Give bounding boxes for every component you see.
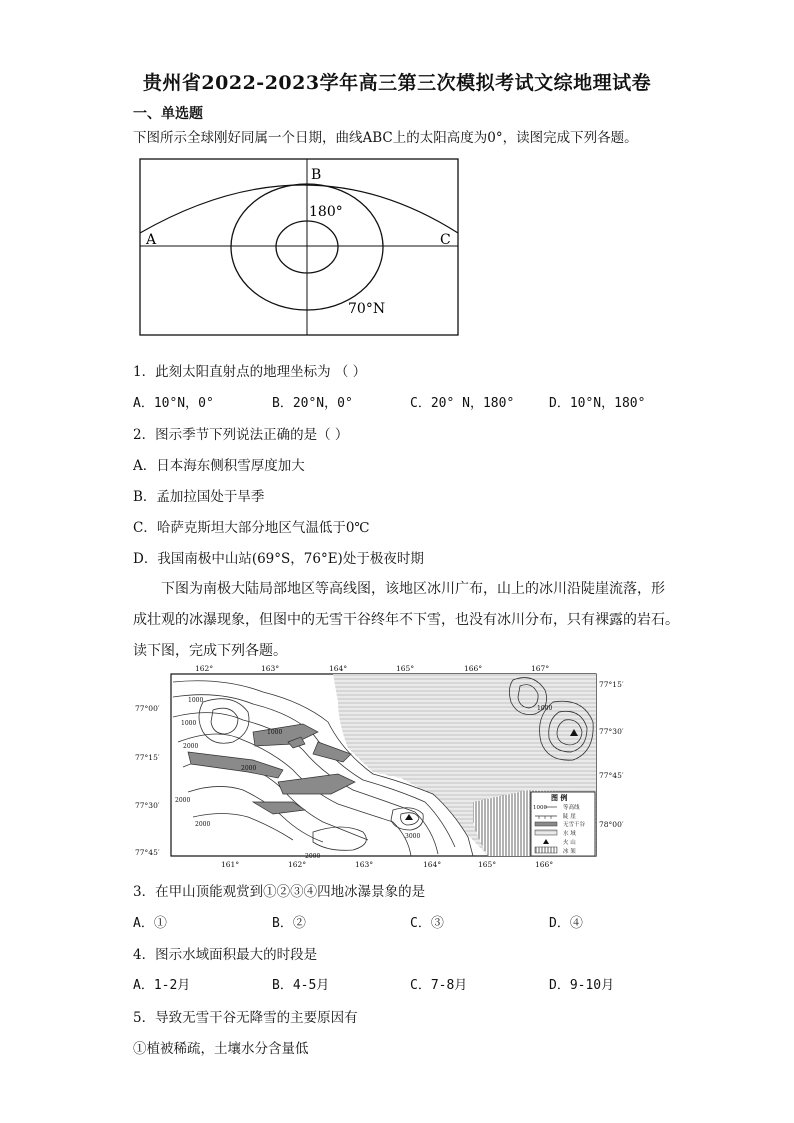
legend-item-cliff: 陡 崖 [563, 814, 576, 820]
legend-item-ice-shelf: 冰 架 [563, 849, 576, 855]
q1-option-b: B．20°N，0° [272, 396, 353, 411]
label-c: C [440, 232, 451, 248]
right-lat-1: 77°15′ [599, 680, 624, 689]
contour-label: 2000 [305, 853, 321, 860]
left-lat-4: 77°45′ [135, 848, 160, 857]
contour-label: 2000 [183, 743, 199, 750]
q1-option-a: A．10°N，0° [133, 396, 214, 411]
question-1-stem: 1．此刻太阳直射点的地理坐标为 （ ） [133, 364, 367, 380]
question-3-stem: 3．在甲山顶能观赏到①②③④四地冰瀑景象的是 [133, 884, 426, 900]
label-a: A [146, 232, 157, 248]
contour-label: 1000 [181, 720, 197, 727]
intro-text-2-line-3: 读下图，完成下列各题。 [133, 643, 287, 659]
q4-option-a: A．1-2月 [133, 978, 191, 993]
map-legend [531, 792, 595, 856]
label-180: 180° [309, 204, 343, 220]
q4-option-d: D．9-10月 [549, 978, 615, 993]
q4-option-b: B．4-5月 [272, 978, 330, 993]
contour-label: 2000 [175, 797, 191, 804]
contour-label: 1000 [188, 697, 204, 704]
legend-title: 图 例 [551, 793, 568, 802]
q2-option-a: A．日本海东侧积雪厚度加大 [133, 458, 305, 474]
legend-contour-sample: 1000 [533, 805, 547, 811]
right-lat-3: 77°45′ [599, 771, 624, 780]
section-heading: 一、单选题 [133, 106, 203, 122]
intro-text-1: 下图所示全球刚好同属一个日期，曲线ABC上的太阳高度为0°，读图完成下列各题。 [133, 130, 638, 146]
question-4-stem: 4．图示水域面积最大的时段是 [133, 947, 318, 963]
question-5-stem: 5．导致无雪干谷无降雪的主要原因有 [133, 1010, 358, 1026]
q3-option-c: C．③ [410, 916, 444, 931]
top-lon-1: 162° [195, 664, 214, 673]
q2-option-b: B．孟加拉国处于旱季 [133, 489, 265, 505]
right-lat-2: 77°30′ [599, 727, 624, 736]
contour-label: 2000 [241, 765, 257, 772]
page-title: 贵州省2022-2023学年高三第三次模拟考试文综地理试卷 [142, 72, 652, 94]
bottom-lon-5: 165° [478, 860, 497, 869]
q3-option-b: B．② [272, 916, 306, 931]
contour-label: 1000 [537, 705, 553, 712]
intro-text-2-line-2: 成壮观的冰瀑现象，但图中的无雪干谷终年不下雪，也没有冰川分布，只有裸露的岩石。 [133, 612, 679, 628]
q2-option-c: C．哈萨克斯坦大部分地区气温低于0℃ [133, 520, 370, 536]
legend-item-volcano: 火 山 [563, 840, 576, 846]
contour-label: 1000 [267, 729, 283, 736]
right-lat-4: 78°00′ [599, 820, 624, 829]
left-lat-3: 77°30′ [135, 801, 160, 810]
antarctic-contour-map [133, 662, 643, 872]
left-lat-1: 77°00′ [135, 704, 160, 713]
label-70n: 70°N [348, 301, 386, 317]
left-lat-2: 77°15′ [135, 753, 160, 762]
legend-item-dry-valley: 无雪干谷 [563, 822, 586, 828]
top-lon-3: 164° [329, 664, 348, 673]
bottom-lon-3: 163° [355, 860, 374, 869]
contour-label: 2000 [195, 821, 211, 828]
q3-option-a: A．① [133, 916, 167, 931]
legend-item-water: 水 域 [563, 831, 576, 837]
question-2-stem: 2．图示季节下列说法正确的是（ ） [133, 427, 349, 443]
q3-option-d: D．④ [549, 916, 583, 931]
q5-item-1: ①植被稀疏，土壤水分含量低 [133, 1041, 309, 1057]
q1-option-c: C．20° N，180° [410, 396, 515, 411]
bottom-lon-1: 161° [221, 860, 240, 869]
bottom-lon-4: 164° [423, 860, 442, 869]
q4-option-c: C．7-8月 [410, 978, 468, 993]
top-lon-4: 165° [396, 664, 415, 673]
bottom-lon-6: 166° [535, 860, 554, 869]
contour-label: 3000 [405, 833, 421, 840]
q1-option-d: D．10°N，180° [549, 396, 646, 411]
intro-text-2-line-1: 下图为南极大陆局部地区等高线图，该地区冰川广布，山上的冰川沿陡崖流落，形 [161, 581, 665, 597]
legend-item-contour: 等高线 [563, 805, 580, 811]
sun-altitude-figure [139, 155, 461, 337]
q2-option-d: D．我国南极中山站(69°S，76°E)处于极夜时期 [133, 551, 424, 567]
top-lon-5: 166° [464, 664, 483, 673]
top-lon-6: 167° [531, 664, 550, 673]
bottom-lon-2: 162° [288, 860, 307, 869]
label-b: B [311, 167, 322, 183]
top-lon-2: 163° [261, 664, 280, 673]
